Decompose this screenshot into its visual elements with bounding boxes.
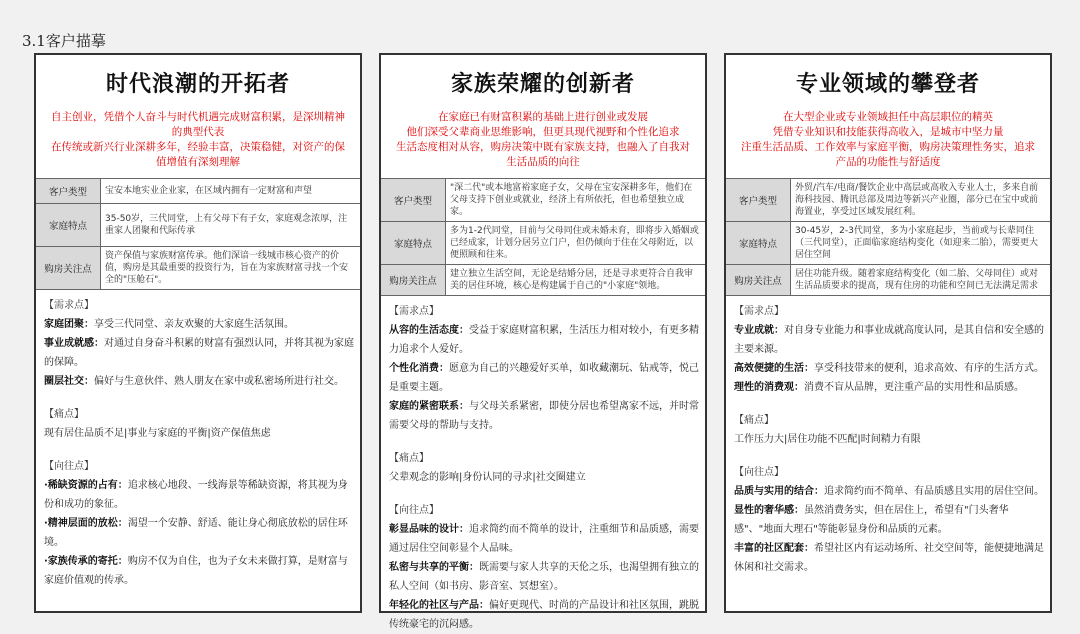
item-label: ·精神层面的放松： [44, 518, 128, 529]
row-value: "深二代"或本地富裕家庭子女，父母在宝安深耕多年，他们在父母支持下创业或就业，经济上有所依托，但也希望独立成家。 [446, 179, 706, 222]
list-item [389, 397, 699, 435]
card-title: 专业领域的攀登者 [795, 71, 980, 97]
item-label: 家庭团聚： [44, 319, 94, 330]
item-text: 与父母关系紧密，即使分居也希望离家不远，并时常需要父母的帮助与支持。 [389, 401, 699, 431]
item-text: 愿意为自己的兴趣爱好买单，如收藏潮玩、钻戒等，悦己是重要主题。 [389, 363, 699, 393]
item-label: 彰显品味的设计： [389, 524, 469, 535]
item-text: 希望社区内有运动场所、社交空间等，能便捷地满足休闲和社交需求。 [734, 543, 1044, 573]
item-label: 事业成就感： [44, 338, 104, 349]
item-text: 消费不盲从品牌，更注重产品的实用性和品质感。 [804, 382, 1024, 393]
list-item [734, 501, 1044, 539]
aspire-heading: 【向往点】 [389, 505, 439, 516]
item-text: 享受科技带来的便利，追求高效、有序的生活方式。 [814, 363, 1044, 374]
info-table [381, 178, 705, 296]
needs-heading: 【需求点】 [389, 306, 439, 317]
row-key: 购房关注点 [381, 265, 446, 296]
list-item [389, 321, 699, 359]
row-value: 建立独立生活空间，无论是结婚分居，还是寻求更符合自我审美的居住环境，核心是构建属于自己的"小家庭"领地。 [446, 265, 706, 296]
info-table [36, 178, 360, 290]
item-text: 购房不仅为自住，也为子女未来做打算，是财富与家庭价值观的传承。 [44, 556, 348, 586]
needs-heading: 【需求点】 [734, 306, 784, 317]
row-key: 客户类型 [381, 179, 446, 222]
item-text: 追求简约而不简单的设计，注重细节和品质感，需要通过居住空间彰显个人品味。 [389, 524, 699, 554]
card-description-text: 自主创业，凭借个人奋斗与时代机遇完成财富积累，是深圳精神的典型代表 在传统或新兴行业深耕多年，经验丰富，决策稳健，对资产的保值增值有深刻理解 [51, 111, 345, 168]
list-item [44, 334, 354, 372]
needs-heading: 【需求点】 [44, 300, 94, 311]
table-row [726, 222, 1050, 265]
row-key: 家庭特点 [726, 222, 791, 265]
row-value: 30-45岁，2-3代同堂，多为小家庭起步，当前或与长辈同住（三代同堂），正面临家庭结构变化（如迎来二胎），需要更大居住空间 [791, 222, 1051, 265]
page-title: 3.1客户描摹 [22, 32, 106, 50]
table-row [381, 265, 705, 296]
card-description [736, 110, 1040, 172]
table-row [36, 247, 360, 290]
item-label: 年轻化的社区与产品： [389, 600, 489, 611]
list-item [44, 476, 354, 514]
item-label: 从容的生活态度： [389, 325, 469, 336]
row-key: 购房关注点 [36, 247, 101, 290]
list-item [44, 315, 354, 334]
list-item [389, 520, 699, 558]
item-text: 享受三代同堂、亲友欢聚的大家庭生活氛围。 [94, 319, 294, 330]
persona-card-climber [724, 53, 1052, 613]
item-text: 对自身专业能力和事业成就高度认同，是其自信和安全感的主要来源。 [734, 325, 1044, 355]
row-value: 资产保值与家族财富传承。他们深谙一线城市核心资产的价值，购房是其最重要的投资行为，旨在为家族财富寻找一个安全的"压舱石"。 [101, 247, 361, 290]
list-item [389, 596, 699, 634]
table-row [726, 265, 1050, 296]
pain-heading: 【痛点】 [389, 453, 429, 464]
item-text: 偏好与生意伙伴、熟人朋友在家中或私密场所进行社交。 [94, 376, 344, 387]
table-row [36, 179, 360, 204]
item-label: 高效便捷的生活： [734, 363, 814, 374]
item-label: 理性的消费观： [734, 382, 804, 393]
item-label: 丰富的社区配套： [734, 543, 814, 554]
row-value: 宝安本地实业企业家，在区域内拥有一定财富和声望 [101, 179, 361, 204]
table-row [726, 179, 1050, 222]
list-item [389, 359, 699, 397]
row-value: 多为1-2代同堂，目前与父母同住或未婚未育，即将步入婚姻或已经成家，计划分居另立门户，但仍倾向于住在父母附近，以便照顾和往来。 [446, 222, 706, 265]
row-key: 购房关注点 [726, 265, 791, 296]
item-text: 追求简约而不简单、有品质感且实用的居住空间。 [824, 486, 1044, 497]
item-text: 渴望一个安静、舒适、能让身心彻底放松的居住环境。 [44, 518, 348, 548]
item-text: 偏好更现代、时尚的产品设计和社区氛围，跳脱传统豪宅的沉闷感。 [389, 600, 699, 630]
item-label: 专业成就： [734, 325, 784, 336]
item-label: 个性化消费： [389, 363, 449, 374]
pain-heading: 【痛点】 [44, 409, 84, 420]
card-body [36, 290, 360, 590]
table-row [381, 179, 705, 222]
item-label: ·家族传承的寄托： [44, 556, 128, 567]
list-item [44, 552, 354, 590]
row-value: 外贸/汽车/电商/餐饮企业中高层或高收入专业人士，多来自前海科技园、腾讯总部及周边等新兴产业圈，部分已在宝中或前海置业，享受过区域发展红利。 [791, 179, 1051, 222]
pain-points: 工作压力大|居住功能不匹配|时间精力有限 [734, 434, 921, 445]
list-item [44, 372, 354, 391]
list-item [734, 359, 1044, 378]
item-label: 私密与共享的平衡： [389, 562, 479, 573]
aspire-heading: 【向往点】 [734, 467, 784, 478]
pain-heading: 【痛点】 [734, 415, 774, 426]
pain-points: 现有居住品质不足|事业与家庭的平衡|资产保值焦虑 [44, 428, 271, 439]
item-label: 品质与实用的结合： [734, 486, 824, 497]
card-title: 时代浪潮的开拓者 [105, 71, 290, 97]
row-key: 家庭特点 [381, 222, 446, 265]
row-value: 居住功能升级。随着家庭结构变化（如二胎、父母同住）或对生活品质要求的提高，现有住房的功能和空间已无法满足需求 [791, 265, 1051, 296]
list-item [734, 482, 1044, 501]
item-text: 受益于家庭财富积累，生活压力相对较小，有更多精力追求个人爱好。 [389, 325, 699, 355]
row-key: 客户类型 [726, 179, 791, 222]
aspire-heading: 【向往点】 [44, 461, 94, 472]
card-description [391, 110, 695, 172]
item-label: ·稀缺资源的占有： [44, 480, 128, 491]
item-label: 显性的奢华感： [734, 505, 804, 516]
card-description-text: 在大型企业或专业领域担任中高层职位的精英 凭借专业知识和技能获得高收入，是城市中坚力量 注重生活品质、工作效率与家庭平衡，购房决策理性务实，追求产品的功能性与舒适度 [741, 111, 1035, 168]
pain-points: 父辈观念的影响|身份认同的寻求|社交圈建立 [389, 472, 586, 483]
item-label: 家庭的紧密联系： [389, 401, 469, 412]
table-row [36, 204, 360, 247]
item-text: 对通过自身奋斗积累的财富有强烈认同，并将其视为家庭的保障。 [44, 338, 354, 368]
persona-card-pioneer [34, 53, 362, 613]
card-description [46, 110, 350, 172]
item-label: 圈层社交： [44, 376, 94, 387]
list-item [734, 378, 1044, 397]
item-text: 追求核心地段、一线海景等稀缺资源，将其视为身份和成功的象征。 [44, 480, 348, 510]
card-title: 家族荣耀的创新者 [450, 71, 635, 97]
row-key: 客户类型 [36, 179, 101, 204]
item-text: 既需要与家人共享的天伦之乐，也渴望拥有独立的私人空间（如书房、影音室、冥想室）。 [389, 562, 699, 592]
persona-card-innovator [379, 53, 707, 630]
list-item [389, 558, 699, 596]
info-table [726, 178, 1050, 296]
list-item [734, 321, 1044, 359]
card-body [381, 296, 705, 634]
card-body [726, 296, 1050, 577]
card-description-text: 在家庭已有财富积累的基础上进行创业或发展 他们深受父辈商业思维影响，但更具现代视野和个性化追求 生活态度相对从容，购房决策中既有家族支持，也融入了自我对生活品质的向往 [396, 111, 690, 168]
item-text: 虽然消费务实，但在居住上，希望有"门头奢华感"、"地面大理石"等能彰显身份和品质的元素。 [734, 505, 1009, 535]
list-item [44, 514, 354, 552]
list-item [734, 539, 1044, 577]
table-row [381, 222, 705, 265]
row-value: 35-50岁，三代同堂，上有父母下有子女，家庭观念浓厚，注重家人团聚和代际传承 [101, 204, 361, 247]
row-key: 家庭特点 [36, 204, 101, 247]
